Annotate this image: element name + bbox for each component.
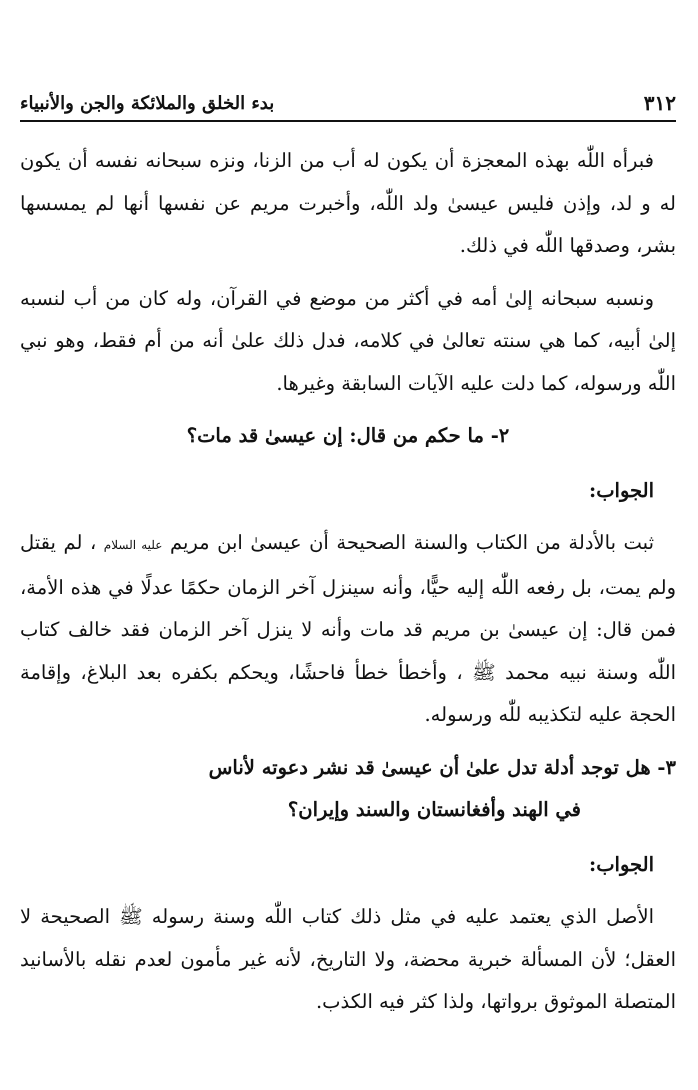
page-header [20, 86, 676, 122]
honorific-isa: عليه السلام [103, 538, 163, 552]
paragraph-2: ونسبه سبحانه إلىٰ أمه في أكثر من موضع في القرآن، وله كان من أب لنسبه إلىٰ أبيه، كما هي سنته تعالىٰ في كلامه، فدل ذلك علىٰ أنه من أم فقط، وهو نبي اللّٰه ورسوله، كما دلت عليه الآيات السابقة وغيرها. [20, 286, 676, 395]
page-body [20, 140, 676, 1034]
running-title: بدء الخلق والملائكة والجن والأنبياء [20, 92, 275, 114]
paragraph-1: فبرأه اللّٰه بهذه المعجزة أن يكون له أب من الزنا، ونزه سبحانه نفسه أن يكون له و لد، وإذن فليس عيسىٰ ولد اللّٰه، وأخبرت مريم عن نفسها أنها لم يمسسها بشر، وصدقها اللّٰه في ذلك. [20, 149, 676, 257]
honorific-prophet-1: ﷺ [472, 660, 496, 684]
answer-2 [20, 522, 676, 737]
answer-3-part-1: الأصل الذي يعتمد عليه في مثل ذلك كتاب اللّٰه وسنة رسوله [151, 905, 654, 928]
question-2: ٢- ما حكم من قال: إن عيسىٰ قد مات؟ [186, 424, 510, 447]
answer-2-part-1: ثبت بالأدلة من الكتاب والسنة الصحيحة أن عيسىٰ ابن مريم [169, 531, 654, 554]
question-3-line-2: في الهند وأفغانستان والسند وإيران؟ [287, 798, 581, 821]
answer-3 [20, 896, 676, 1024]
answer-3-part-2: الصحيحة لا العقل؛ لأن المسألة خبرية محضة، ولا التاريخ، لأنه غير مأمون لعدم نقله بالأسانيد المتصلة الموثوق برواتها، ولذا كثر فيه الكذب. [20, 905, 676, 1013]
honorific-prophet-2: ﷺ [119, 905, 143, 928]
answer-2-part-3: ، وأخطأ خطأ فاحشًا، ويحكم بكفره بعد البلاغ، وإقامة الحجة عليه لتكذيبه للّٰه ورسوله. [20, 660, 676, 726]
page-number: ٣١٢ [643, 91, 676, 115]
answer-label-2: الجواب: [589, 852, 654, 876]
answer-2-part-2: ، لم يقتل ولم يمت، بل رفعه اللّٰه إليه حيًّا، وأنه سينزل آخر الزمان حكمًا عدلًا في هذه الأمة، فمن قال: إن عيسىٰ بن مريم قد مات وأنه لا ينزل آخر الزمان فقد خالف كتاب اللّٰه وسنة نبيه محمد [20, 531, 677, 684]
answer-label-1: الجواب: [589, 478, 654, 502]
question-3-line-1: ٣- هل توجد أدلة تدل علىٰ أن عيسىٰ قد نشر دعوته لأناس [208, 755, 676, 779]
question-3 [20, 747, 676, 832]
